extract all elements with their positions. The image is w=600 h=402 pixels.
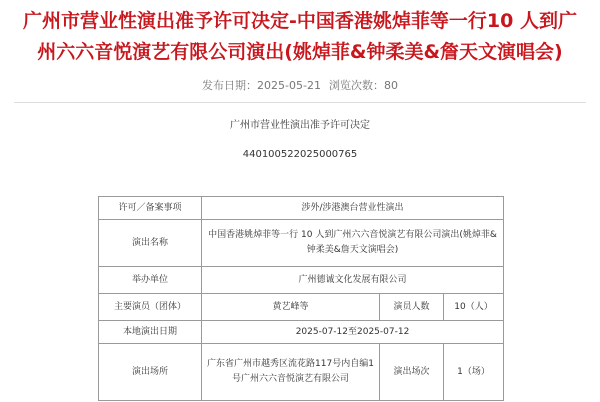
sessions-value: 1（场）	[444, 344, 504, 401]
venue-value: 广东省广州市越秀区流花路117号内自编1号广州六六音悦演艺有限公司	[202, 344, 380, 401]
publish-date-label: 发布日期：	[202, 79, 258, 92]
organizer-label: 举办单位	[99, 267, 202, 294]
table-row-performers	[99, 294, 504, 321]
show-name-label: 演出名称	[99, 220, 202, 267]
table-row-organizer	[99, 267, 504, 294]
performer-count-value: 10（人）	[444, 294, 504, 321]
title-divider	[14, 102, 586, 103]
dates-label: 本地演出日期	[99, 321, 202, 344]
permit-type-label: 许可／备案事项	[99, 197, 202, 220]
article-meta	[0, 78, 600, 94]
document-number: 440100522025000765	[242, 149, 358, 160]
table-row-dates	[99, 321, 504, 344]
views-label: 浏览次数：	[328, 79, 384, 92]
document-title: 广州市营业性演出准予许可决定	[230, 120, 370, 131]
permit-table	[98, 196, 504, 401]
performer-count-label: 演员人数	[380, 294, 444, 321]
permit-type-value: 涉外/涉港澳台营业性演出	[202, 197, 504, 220]
performers-value: 黄艺峰等	[202, 294, 380, 321]
organizer-value: 广州德诚文化发展有限公司	[202, 267, 504, 294]
sessions-label: 演出场次	[380, 344, 444, 401]
table-row-permit-type	[99, 197, 504, 220]
show-name-value: 中国香港姚焯菲等一行 10 人到广州六六音悦演艺有限公司演出(姚焯菲&钟柔美&詹天文演唱会)	[202, 220, 504, 267]
dates-value: 2025-07-12至2025-07-12	[202, 321, 504, 344]
article-title: 广州市营业性演出准予许可决定-中国香港姚焯菲等一行10 人到广州六六音悦演艺有限公司演出(姚焯菲&钟柔美&詹天文演唱会)	[23, 10, 577, 63]
table-row-venue	[99, 344, 504, 401]
performers-label: 主要演员（团体）	[99, 294, 202, 321]
publish-date: 2025-05-21	[257, 79, 321, 92]
table-row-show-name	[99, 220, 504, 267]
venue-label: 演出场所	[99, 344, 202, 401]
views-count: 80	[383, 79, 398, 92]
